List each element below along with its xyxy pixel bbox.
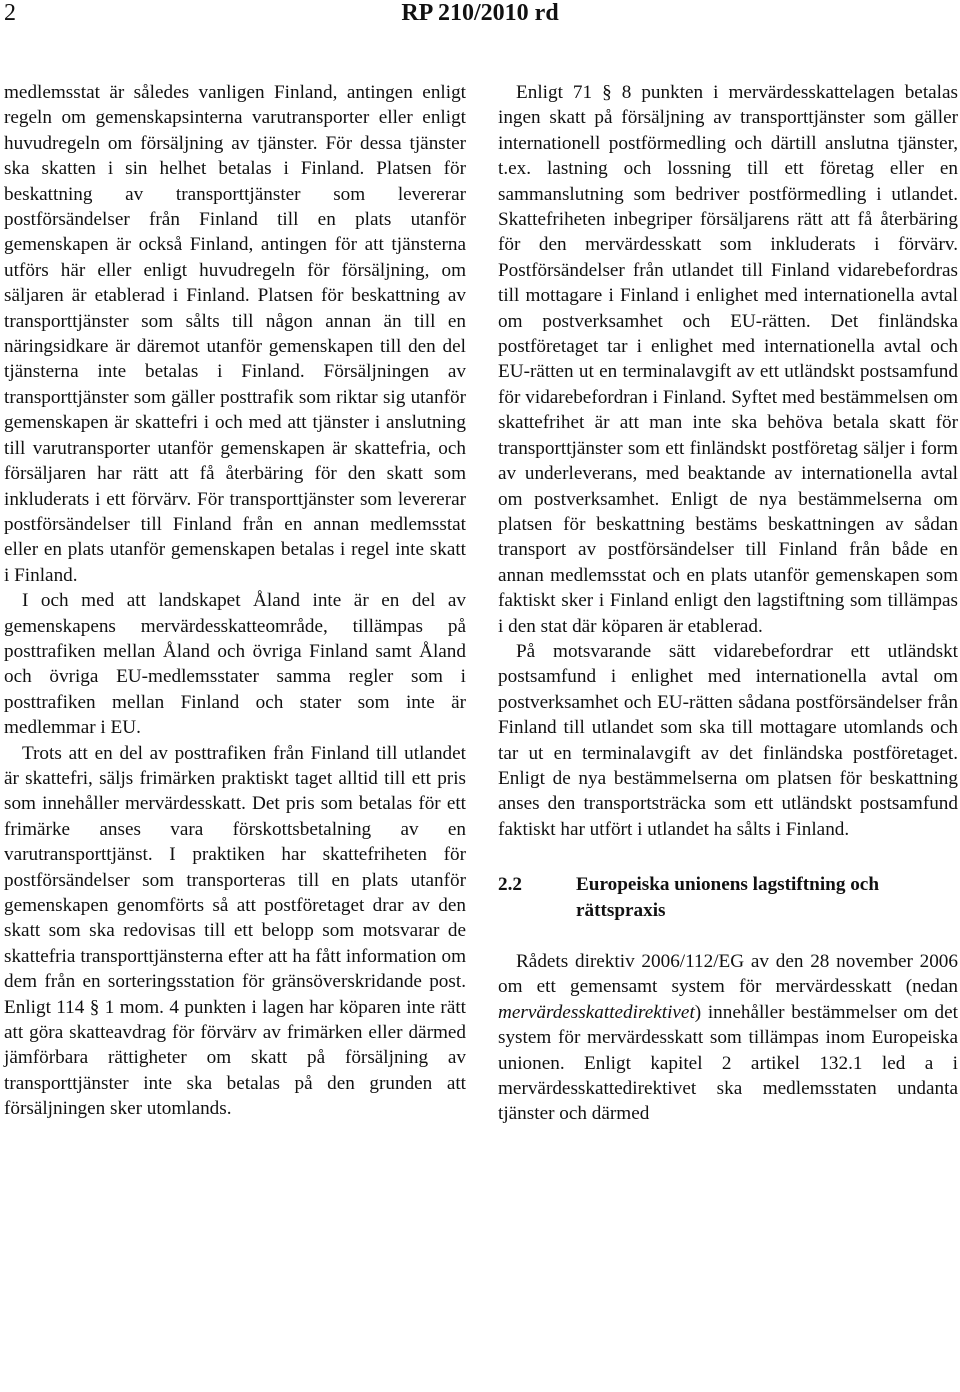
section-number: 2.2	[498, 874, 522, 896]
left-paragraph-3: Trots att en del av posttrafiken från Finland till utlandet är skattefri, säljs frimärken praktiskt taget alltid till ett pris som innehåller mervärdesskatt. Det pris som betalas för ett frimärke anses vara förskottsbetalning av en varutransporttjänst. I praktiken har skattefriheten för postförsändelser som transporteras till en plats utanför gemenskapen genomförts så att postföretaget drar av den skatt som ska redovisas till ett belopp som motsvarar de skattefria transporttjänsterna efter att ha fått information om dem från en sorteringsstation för gränsöverskridande post. Enligt 114 § 1 mom. 4 punkten i lagen har köparen inte rätt att göra skatteavdrag för förvärv av frimärken eller därmed jämförbara rättigheter om skatt på försäljning av transporttjänster inte ska betalas på den grunden att försäljningen sker utomlands.	[4, 742, 466, 1120]
section-paragraph	[498, 949, 958, 1127]
page-header	[0, 0, 960, 40]
left-paragraph-2: I och med att landskapet Åland inte är en del av gemenskapens mervärdesskatteområde, tillämpas på posttrafiken mellan Åland och övriga Finland samt Åland och övriga EU-medlemsstater samma regler som i posttrafiken mellan Finland och stater som inte är medlemmar i EU.	[4, 590, 466, 739]
left-paragraph-1: medlemsstat är således vanligen Finland, antingen enligt regeln om gemenskapsinterna varutransporter eller enligt huvudregeln om försäljning av tjänster. För dessa tjänster ska skatten i sin helhet betalas i Finland. Platsen för beskattning av transporttjänster som levererar postförsändelser från Finland till en plats utanför gemenskapen är också Finland, antingen för att tjänsterna utförs här eller enligt huvudregeln för försäljning, om säljaren är etablerad i Finland. Platsen för beskattning av transporttjänster som sålts till någon annan än till en näringsidkare är däremot utanför gemenskapen till den del tjänsterna inte betalas i Finland. Försäljningen av transporttjänster som gäller posttrafik som riktar sig utanför gemenskapen är skattefri i och med att tjänster i anslutning till varutransporter utanför gemenskapen är skattefria, och försäljaren har rätt att få återbäring för den skatt som inkluderats i ett förvärv. För transporttjänster som levererar postförsändelser till Finland från en annan medlemsstat eller en plats utanför gemenskapen betalas i regel inte skatt i Finland.	[4, 82, 466, 586]
right-paragraph-2: På motsvarande sätt vidarebefordrar ett utländskt postsamfund i enlighet med internationella avtal om postverksamhet och EU-rätten sådana postförsändelser från Finland till utlandet som ska till mottagare utomlands och tar ut en terminalavgift av det finländska postföretaget. Enligt de nya bestämmelserna om platsen för beskattning anses den transportsträcka som ett utländskt postsamfund faktiskt har utfört i utlandet ha sålts i Finland.	[498, 640, 958, 840]
document-id: RP 210/2010 rd	[401, 0, 559, 26]
section-paragraph-text-2: ) innehåller bestämmelser om det system för mervärdesskatt som tillämpas inom Europeiska unionen. Enligt kapitel 2 artikel 132.1 led a i mervärdesskattedirektivet ska medlemsstaten undanta tjänster och därmed	[498, 1001, 958, 1125]
page-number: 2	[4, 0, 16, 26]
left-column	[4, 80, 466, 1122]
right-column	[498, 80, 958, 1127]
section-title: Europeiska unionens lagstiftning och rättspraxis	[576, 874, 879, 921]
right-paragraph-1: Enligt 71 § 8 punkten i mervärdesskattelagen betalas ingen skatt på försäljning av transporttjänster som gäller internationell postförmedling och därtill anslutna tjänster, t.ex. lastning och lossning till ett företag eller en sammanslutning som bedriver postförmedling i utlandet. Skattefriheten inbegriper försäljarens rätt att få återbäring för den mervärdesskatt som inkluderats i förvärv. Postförsändelser från utlandet till Finland vidarebefordras till mottagare i Finland i enlighet med internationella avtal om postverksamhet och EU-rätten. Det finländska postföretaget tar i enlighet med internationella avtal och EU-rätten ut en terminalavgift av ett utländskt postsamfund för vidarebefordran i Finland. Syftet med bestämmelsen om skattefrihet är att man inte ska behöva betala skatt för transporttjänster som ett finländskt postföretag säljer i form av underleverans, med beaktande av internationella avtal om postverksamhet. Enligt de nya bestämmelserna om platsen för beskattning bestäms beskattningen av sådan transport av postförsändelser till Finland från både en annan medlemsstat och en plats utanför gemenskapen som faktiskt sker i Finland enligt den lagstiftning som tillämpas i den stat där köparen är etablerad.	[498, 82, 958, 637]
section-paragraph-text-1: Rådets direktiv 2006/112/EG av den 28 november 2006 om ett gemensamt system för mervärdesskatt (nedan	[498, 951, 958, 998]
section-heading	[498, 872, 958, 923]
section-paragraph-italic-term: mervärdesskattedirektivet	[498, 1001, 695, 1023]
